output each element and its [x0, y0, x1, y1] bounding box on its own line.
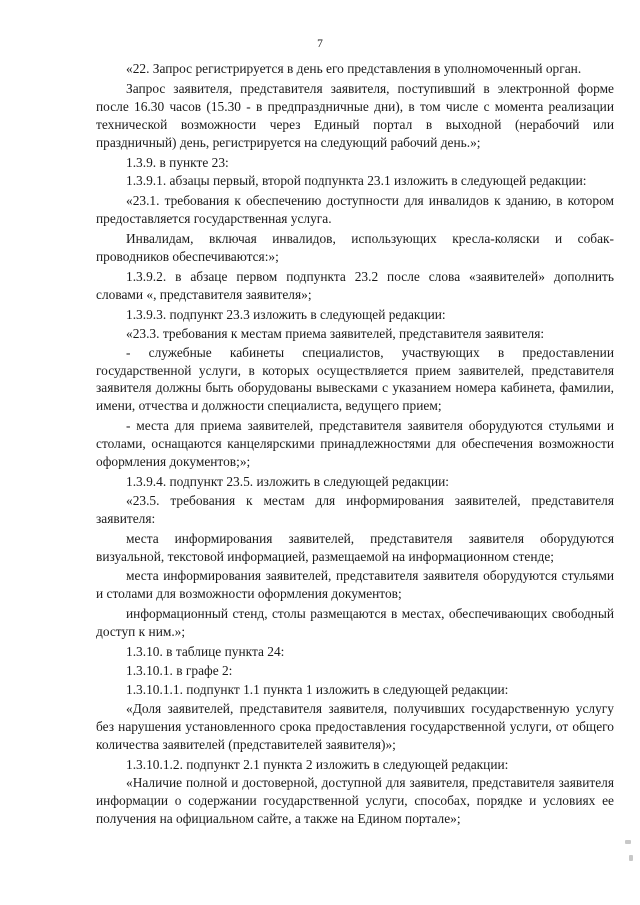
- page-number: 7: [317, 38, 323, 50]
- paragraph: места информирования заявителей, представителя заявителя оборудуются стульями и столами для возможности оформления документов;: [96, 568, 614, 602]
- document-body: [96, 60, 614, 830]
- scan-speck: [625, 840, 631, 844]
- paragraph: «Наличие полной и достоверной, доступной для заявителя, представителя заявителя информации о содержании государственной услуги, способах, порядке и условиях ее получения на официальном сайте, а также на Едином портале»;: [96, 775, 614, 827]
- paragraph: Запрос заявителя, представителя заявителя, поступивший в электронной форме после 16.30 часов (15.30 - в предпраздничные дни), в том числе с момента реализации технической возможности через Единый портал в выходной (нерабочий или праздничный) день, регистрируется на следующий рабочий день.»;: [96, 80, 614, 150]
- paragraph: - служебные кабинеты специалистов, участвующих в предоставлении государственной услуги, в которых осуществляется прием заявителей, представителя заявителя должны быть оборудованы вывесками с указанием номера кабинета, фамилии, имени, отчества и должности специалиста, ведущего прием;: [96, 344, 614, 414]
- paragraph: 1.3.9.2. в абзаце первом подпункта 23.2 после слова «заявителей» дополнить словами «, представителя заявителя»;: [96, 268, 614, 302]
- paragraph: 1.3.9.4. подпункт 23.5. изложить в следующей редакции:: [126, 473, 450, 489]
- paragraph: 1.3.9. в пункте 23:: [126, 154, 229, 170]
- paragraph: 1.3.10.1.1. подпункт 1.1 пункта 1 изложить в следующей редакции:: [126, 681, 509, 697]
- paragraph: 1.3.9.3. подпункт 23.3 изложить в следующей редакции:: [126, 306, 446, 322]
- paragraph: 1.3.10. в таблице пункта 24:: [126, 644, 285, 660]
- paragraph: Инвалидам, включая инвалидов, использующих кресла-коляски и собак-проводников обеспечиваются:»;: [96, 231, 614, 265]
- scan-speck: [629, 855, 633, 861]
- paragraph: «23.1. требования к обеспечению доступности для инвалидов к зданию, в котором предоставляется государственная услуга.: [96, 193, 614, 227]
- paragraph: «Доля заявителей, представителя заявителя, получивших государственную услугу без нарушения установленного срока предоставления государственной услуги, от общего количества заявителей (представителей заявителя)»;: [96, 700, 614, 752]
- paragraph: 1.3.9.1. абзацы первый, второй подпункта 23.1 изложить в следующей редакции:: [126, 173, 587, 189]
- paragraph: «23.5. требования к местам для информирования заявителей, представителя заявителя:: [96, 492, 614, 526]
- paragraph: 1.3.10.1. в графе 2:: [126, 663, 233, 678]
- paragraph: места информирования заявителей, представителя заявителя оборудуются визуальной, текстовой информацией, размещаемой на информационном стенде;: [96, 530, 614, 564]
- paragraph: информационный стенд, столы размещаются в местах, обеспечивающих свободный доступ к ним.»;: [96, 606, 614, 640]
- paragraph: «22. Запрос регистрируется в день его представления в уполномоченный орган.: [126, 61, 582, 76]
- paragraph: 1.3.10.1.2. подпункт 2.1 пункта 2 изложить в следующей редакции:: [126, 756, 509, 772]
- paragraph: - места для приема заявителей, представителя заявителя оборудуются стульями и столами, оснащаются канцелярскими принадлежностями для обеспечения возможности оформления документов;»;: [96, 418, 614, 470]
- paragraph: «23.3. требования к местам приема заявителей, представителя заявителя:: [126, 325, 545, 341]
